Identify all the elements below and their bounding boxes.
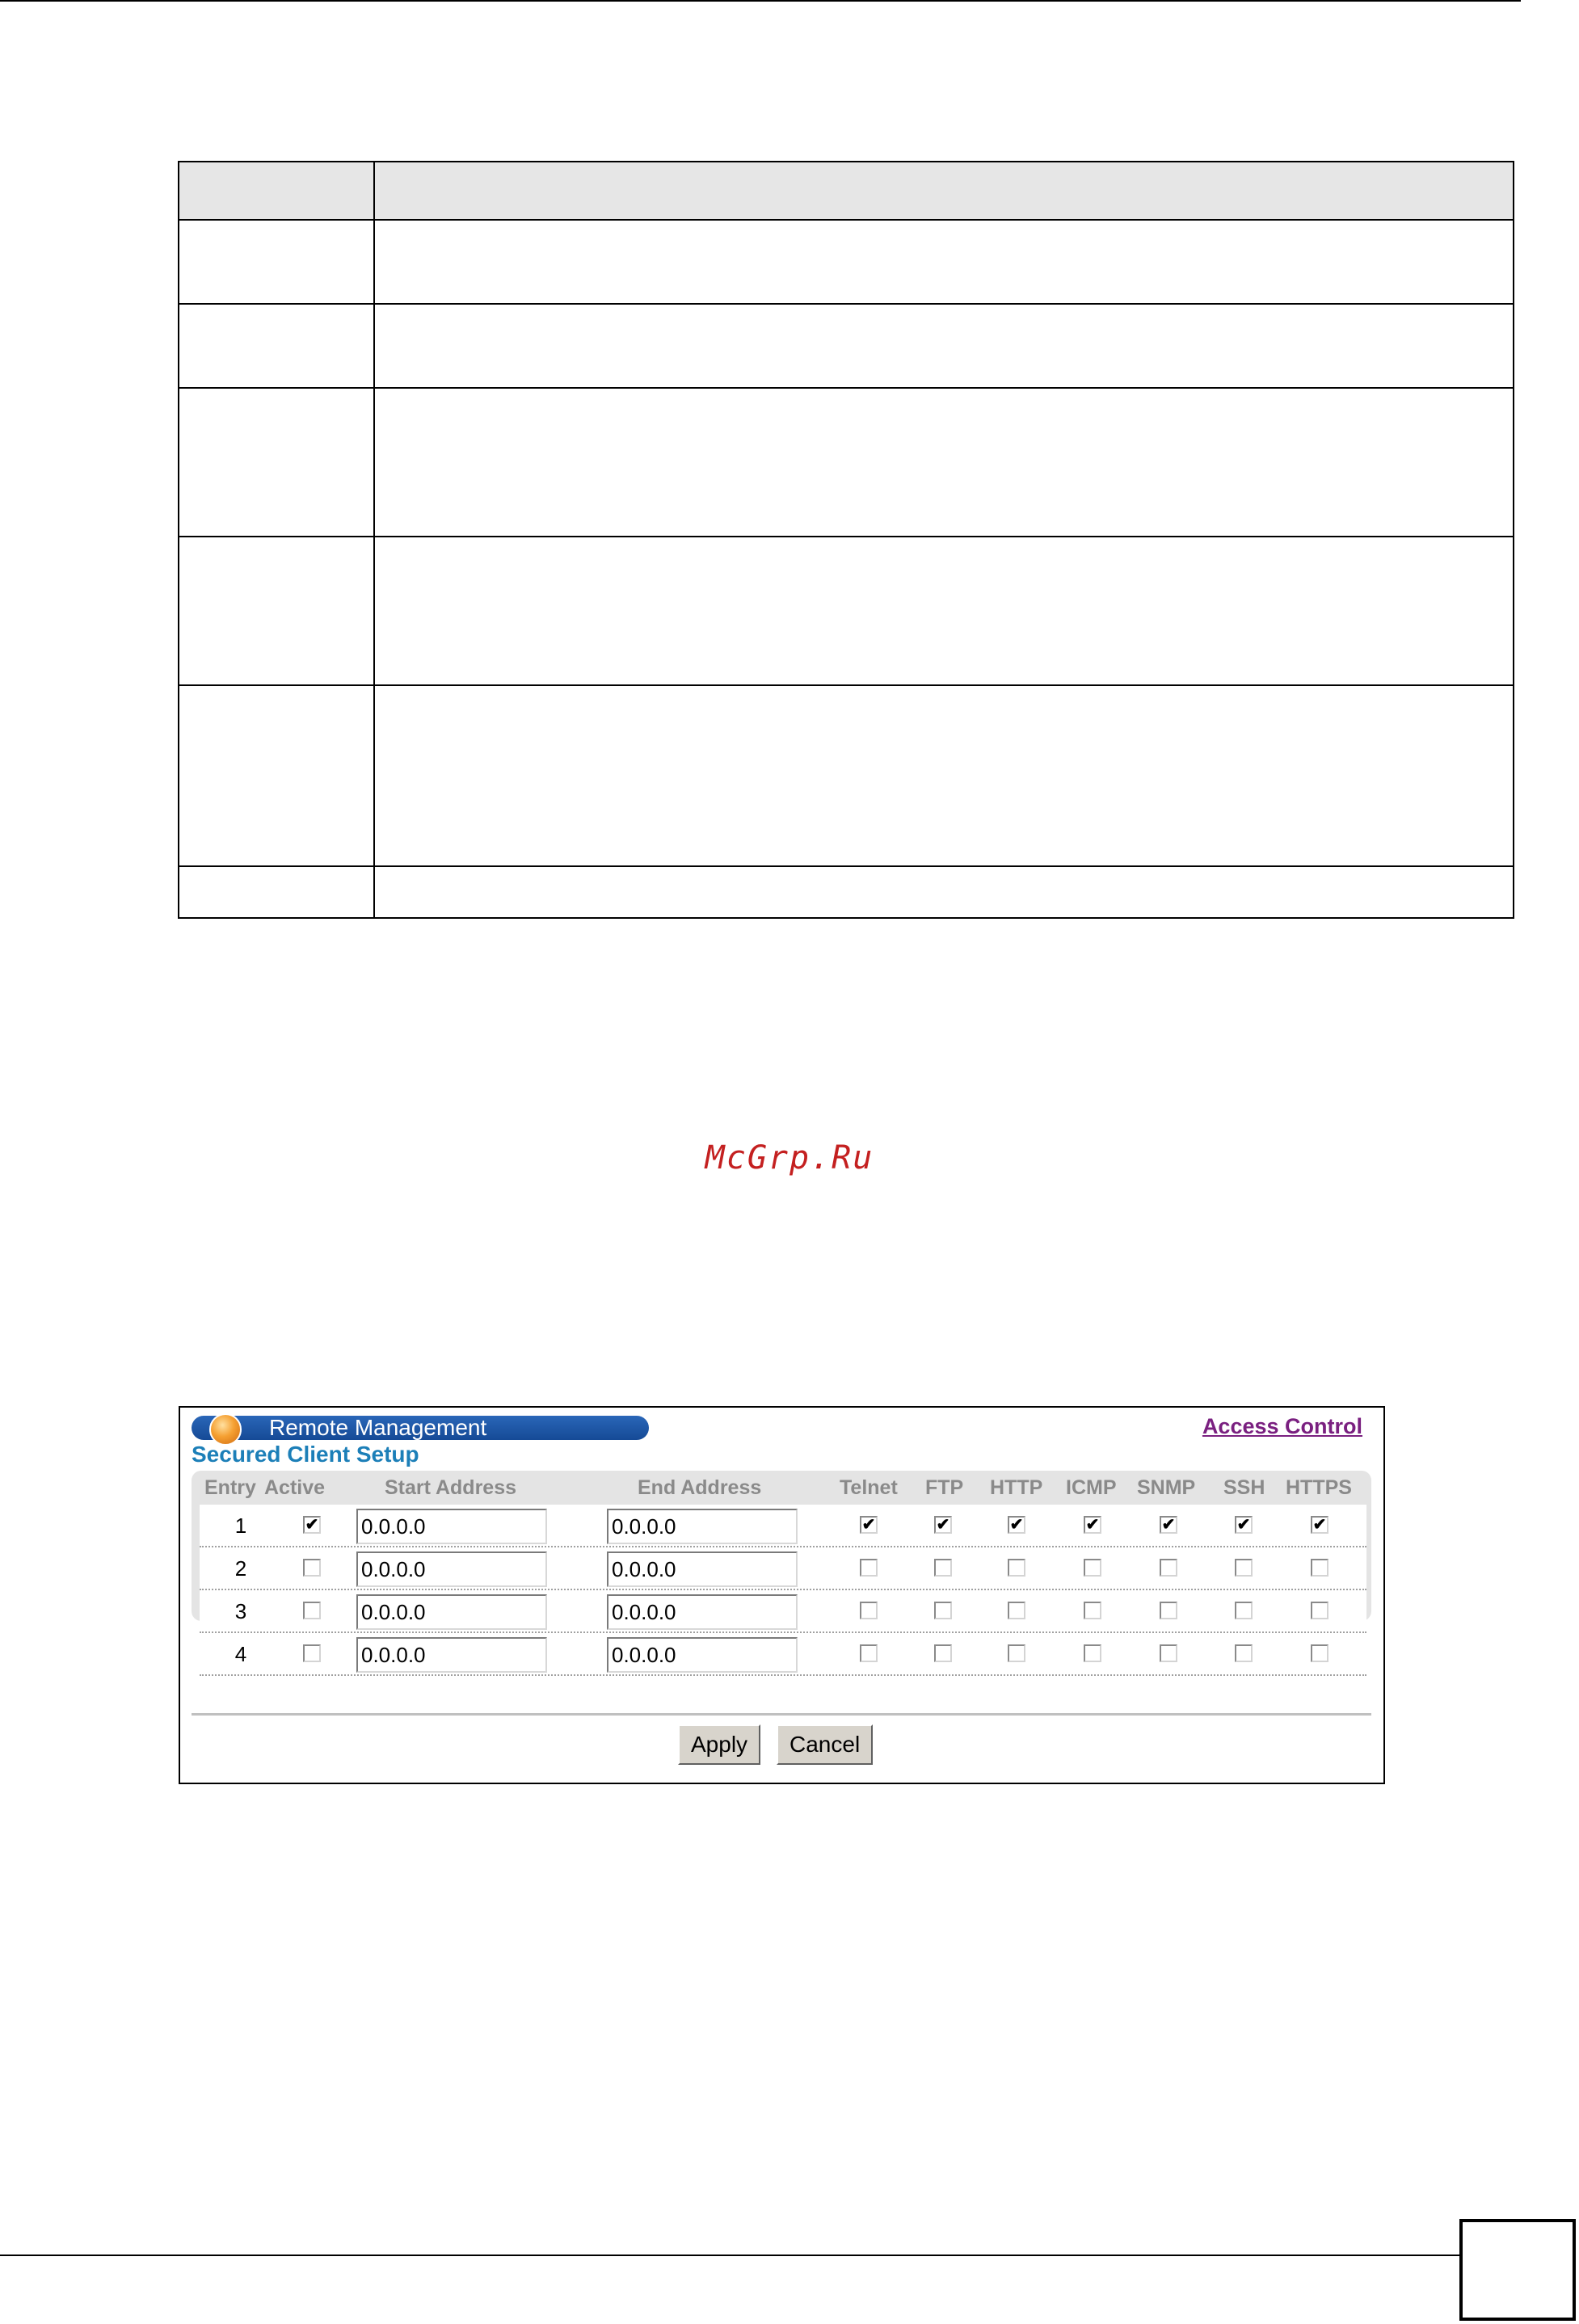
row-label xyxy=(179,220,374,304)
row-description xyxy=(374,537,1514,685)
table-row xyxy=(200,1590,1366,1633)
table-row xyxy=(179,388,1514,537)
telnet-checkbox[interactable]: ✔ xyxy=(860,1516,878,1534)
table-row xyxy=(179,685,1514,866)
table-row xyxy=(179,866,1514,918)
row-label xyxy=(179,537,374,685)
row-label xyxy=(179,685,374,866)
active-checkbox[interactable] xyxy=(303,1644,321,1662)
active-checkbox[interactable] xyxy=(303,1559,321,1577)
entry-column-header: Entry xyxy=(204,1476,256,1499)
http-checkbox[interactable]: ✔ xyxy=(1008,1516,1025,1534)
snmp-column-header: SNMP xyxy=(1137,1476,1196,1499)
start-address-input[interactable] xyxy=(356,1594,547,1630)
http-checkbox[interactable] xyxy=(1008,1644,1025,1662)
secured-client-setup-title: Secured Client Setup xyxy=(192,1442,419,1467)
entry-number: 4 xyxy=(234,1642,247,1666)
table-row xyxy=(200,1505,1366,1547)
row-description xyxy=(374,304,1514,388)
header-rule xyxy=(0,0,1521,2)
cancel-button[interactable]: Cancel xyxy=(777,1724,873,1765)
page-number-box xyxy=(1459,2219,1576,2321)
table-row xyxy=(179,220,1514,304)
table-row xyxy=(200,1633,1366,1676)
row-description xyxy=(374,685,1514,866)
apply-button[interactable]: Apply xyxy=(678,1724,760,1765)
snmp-checkbox[interactable] xyxy=(1160,1559,1177,1577)
http-column-header: HTTP xyxy=(990,1476,1043,1499)
https-checkbox[interactable] xyxy=(1311,1644,1328,1662)
ftp-column-header: FTP xyxy=(925,1476,964,1499)
remote-management-screenshot xyxy=(179,1406,1385,1784)
description-table xyxy=(178,161,1514,919)
start-address-input[interactable] xyxy=(356,1637,547,1673)
http-checkbox[interactable] xyxy=(1008,1559,1025,1577)
icmp-checkbox[interactable]: ✔ xyxy=(1084,1516,1101,1534)
snmp-checkbox[interactable] xyxy=(1160,1644,1177,1662)
row-description xyxy=(374,866,1514,918)
telnet-checkbox[interactable] xyxy=(860,1602,878,1619)
end-address-column-header: End Address xyxy=(638,1476,762,1499)
ftp-checkbox[interactable] xyxy=(934,1602,952,1619)
https-checkbox[interactable]: ✔ xyxy=(1311,1516,1328,1534)
ftp-checkbox[interactable]: ✔ xyxy=(934,1516,952,1534)
row-label xyxy=(179,304,374,388)
snmp-checkbox[interactable] xyxy=(1160,1602,1177,1619)
entry-number: 3 xyxy=(234,1599,247,1623)
remote-management-title: Remote Management xyxy=(269,1415,487,1440)
start-address-column-header: Start Address xyxy=(385,1476,517,1499)
snmp-checkbox[interactable]: ✔ xyxy=(1160,1516,1177,1534)
end-address-input[interactable] xyxy=(607,1509,798,1544)
table-row xyxy=(179,537,1514,685)
ssh-checkbox[interactable] xyxy=(1235,1559,1253,1577)
watermark: McGrp.Ru xyxy=(705,1139,874,1177)
ftp-checkbox[interactable] xyxy=(934,1559,952,1577)
entry-number: 1 xyxy=(234,1514,247,1538)
row-description xyxy=(374,220,1514,304)
access-control-link[interactable]: Access Control xyxy=(1202,1414,1362,1438)
entry-number: 2 xyxy=(234,1556,247,1581)
https-column-header: HTTPS xyxy=(1286,1476,1352,1499)
ftp-checkbox[interactable] xyxy=(934,1644,952,1662)
https-checkbox[interactable] xyxy=(1311,1559,1328,1577)
icmp-checkbox[interactable] xyxy=(1084,1602,1101,1619)
divider xyxy=(192,1713,1371,1716)
end-address-input[interactable] xyxy=(607,1594,798,1630)
orange-ball-icon xyxy=(209,1413,242,1446)
icmp-column-header: ICMP xyxy=(1066,1476,1117,1499)
icmp-checkbox[interactable] xyxy=(1084,1644,1101,1662)
ssh-column-header: SSH xyxy=(1223,1476,1265,1499)
telnet-checkbox[interactable] xyxy=(860,1559,878,1577)
table-row xyxy=(179,304,1514,388)
end-address-input[interactable] xyxy=(607,1637,798,1673)
active-checkbox[interactable]: ✔ xyxy=(303,1516,321,1534)
description-table-header xyxy=(179,162,1514,220)
start-address-input[interactable] xyxy=(356,1509,547,1544)
ssh-checkbox[interactable] xyxy=(1235,1602,1253,1619)
row-label xyxy=(179,866,374,918)
https-checkbox[interactable] xyxy=(1311,1602,1328,1619)
footer-rule xyxy=(0,2255,1469,2256)
telnet-column-header: Telnet xyxy=(840,1476,898,1499)
active-checkbox[interactable] xyxy=(303,1602,321,1619)
row-label xyxy=(179,388,374,537)
description-column-header xyxy=(374,162,1514,220)
label-column-header xyxy=(179,162,374,220)
active-column-header: Active xyxy=(264,1476,326,1499)
http-checkbox[interactable] xyxy=(1008,1602,1025,1619)
telnet-checkbox[interactable] xyxy=(860,1644,878,1662)
ssh-checkbox[interactable]: ✔ xyxy=(1235,1516,1253,1534)
row-description xyxy=(374,388,1514,537)
icmp-checkbox[interactable] xyxy=(1084,1559,1101,1577)
start-address-input[interactable] xyxy=(356,1551,547,1587)
ssh-checkbox[interactable] xyxy=(1235,1644,1253,1662)
table-row xyxy=(200,1547,1366,1590)
end-address-input[interactable] xyxy=(607,1551,798,1587)
